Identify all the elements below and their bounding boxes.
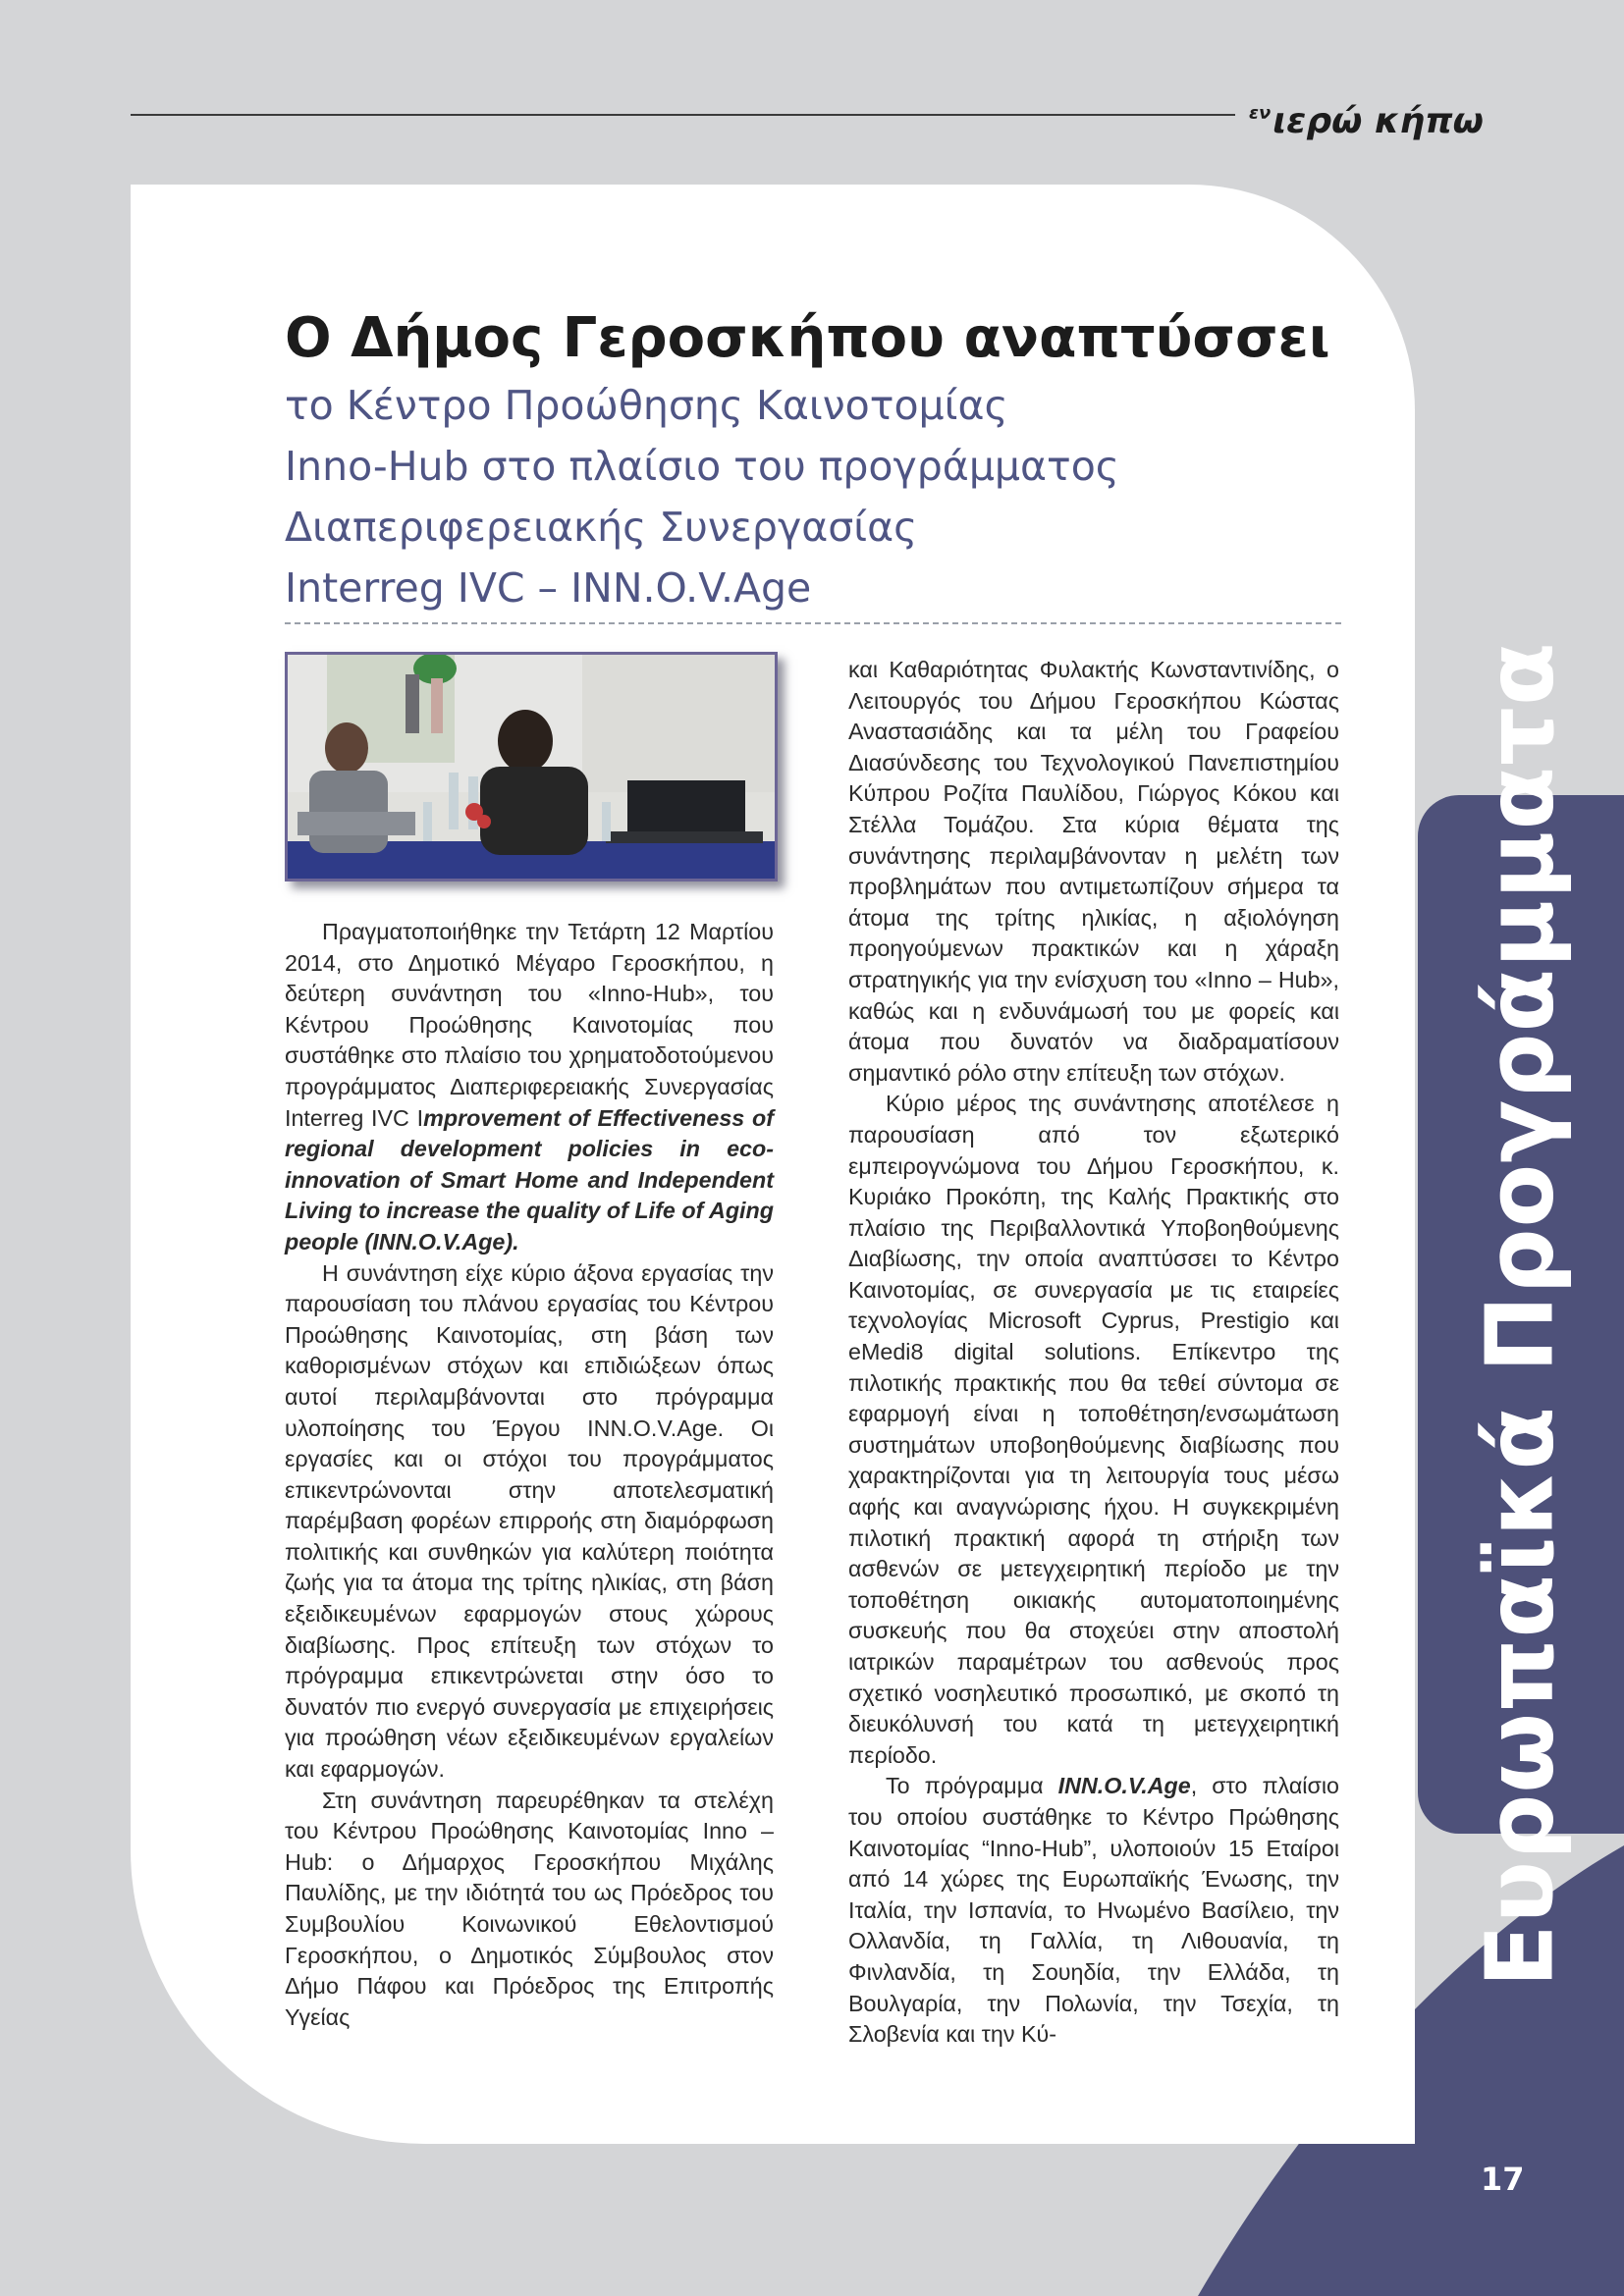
paragraph: Κύριο μέρος της συνάντησης αποτέλεσε η παρουσίαση από τον εξωτερικό εμπειρογνώμονα του Δήμου Γεροσκήπου, κ. Κυριάκο Προκόπη, της Καλής Πρακτικής στο πλαίσιο της Περιβαλλοντικά Υποβοηθούμενης Διαβίωσης, την οποία αναπτύσσει το Κέντρο Καινοτομίας, σε συνεργασία με τις εταιρείες τεχνολογίας Microsoft Cyprus, Prestigio και eMedi8 digital solutions. Επίκεντρο της πιλοτικής πρακτικής που θα τεθεί σύντομα σε εφαρμογή είναι η τοποθέτηση/ενσωμάτωση συστημάτων υποβοηθούμενης διαβίωσης που χαρακτηρίζονται για τη λειτουργία τους μέσω αφής και αναγνώρισης ήχου. Η συγκεκριμένη πιλοτική πρακτική αφορά τη στήριξη των ασθενών σε μετεγχειρητική περίοδο με την τοποθέτηση οικιακής αυτοματοποιημένης συσκευής που θα στοχεύει στην αποστολή ιατρικών παραμέτρων του ασθενούς προς σχετικό νοσηλευτικό προσωπικό, με σκοπό τη διευκόλυνσή του κατά τη μετεγχειρητική περίοδο.	[848, 1091, 1339, 1768]
paragraph: και Καθαριότητας Φυλακτής Κωνσταντινίδης, ο Λειτουργός του Δήμου Γεροσκήπου Κώστας Αναστασιάδης και τα μέλη του Γραφείου Διασύνδεσης του Τεχνολογικού Πανεπιστημίου Κύπρου Ροζίτα Παυλίδου, Γιώργος Κόκου και Στέλλα Τομάζου. Στα κύρια θέματα της συνάντησης περιλαμβάνονταν η μελέτη των προβλημάτων που αντιμετωπίζουν σήμερα τα άτομα της τρίτης ηλικίας, η αξιολόγηση προηγούμενων πρακτικών και η χάραξη στρατηγικής για την ενίσχυση του «Inno – Hub», καθώς και η ενδυνάμωσή του με φορείς και άτομα που δυνατόν να διαδραματίσουν σημαντικό ρόλο στην επίτευξη των στόχων.	[848, 657, 1339, 1086]
subtitle-line: Διαπεριφερειακής Συνεργασίας	[285, 504, 918, 551]
paragraph-text: , στο πλαίσιο του οποίου συστάθηκε το Κέντρο Πρώθησης Καινοτομίας “Inno-Hub”, υλοποιούν 15 Εταίροι από 14 χώρες της Ευρωπαϊκής Ένωσης, την Ιταλία, την Ισπανία, το Ηνωμένο Βασίλειο, την Ολλανδία, τη Γαλλία, τη Λιθουανία, τη Φινλανδία, τη Σουηδία, την Ελλάδα, τη Βουλγαρία, την Πολωνία, την Τσεχία, τη Σλοβενία και την Κύ-	[848, 1773, 1339, 2048]
subtitle-line: Inno-Hub στο πλαίσιο του προγράμματος	[285, 443, 1119, 490]
brand-prefix: εν	[1249, 103, 1272, 124]
paragraph-text: Το πρόγραμμα	[886, 1773, 1058, 1799]
brand-name: ιερώ κήπω	[1272, 101, 1484, 141]
paragraph-text: Πραγματοποιήθηκε την Τετάρτη 12 Μαρτίου 2014, στο Δημοτικό Μέγαρο Γεροσκήπου, η δεύτερη συνάντηση του «Inno-Hub», του Κέντρου Προώθησης Καινοτομίας που συστάθηκε στο πλαίσιο του χρηματοδοτούμενου προγράμματος Διαπεριφερειακής Συνεργασίας Interreg IVC I	[285, 919, 774, 1131]
meeting-photo-illustration	[288, 655, 775, 879]
paragraph: Η συνάντηση είχε κύριο άξονα εργασίας την παρουσίαση του πλάνου εργασίας του Κέντρου Προώθησης Καινοτομίας, στη βάση των καθορισμένων στόχων και επιδιώξεων όπως αυτοί περιλαμβάνονται στο πρόγραμμα υλοποίησης του Έργου INN.O.V.Age. Οι εργασίες και οι στόχοι του προγράμματος επικεντρώνονται στην αποτελεσματική παρέμβαση φορέων επιρροής στη διαμόρφωση πολιτικής και συνθηκών για καλύτερη ποιότητα ζωής για τα άτομα της τρίτης ηλικίας, στη βάση εξειδικευμένων εφαρμογών στους χώρους διαβίωσης. Προς επίτευξη των στόχων το πρόγραμμα επικεντρώνεται στην όσο το δυνατόν πιο ενεργό συνεργασία με επιχειρήσεις για προώθηση νέων εξειδικευμένων εργαλείων και εφαρμογών.	[285, 1259, 774, 1783]
paragraph	[285, 917, 774, 1258]
article-column-left	[285, 917, 774, 2033]
dashed-divider	[285, 622, 1341, 624]
paragraph-emphasis: mprovement of Effectiveness of regional development policies in eco-innovation of Smart Home and Independent Living to increase the quality of Life of Aging people (INN.O.V.Age).	[285, 1104, 774, 1255]
section-label: Ευρωπαϊκά Προγράμματα	[1467, 641, 1575, 1988]
article-subtitle	[285, 375, 1267, 618]
paragraph	[848, 1771, 1339, 2050]
section-side-tab	[1418, 641, 1624, 1988]
article-title: Ο Δήμος Γεροσκήπου αναπτύσσει	[285, 306, 1330, 370]
page-number: 17	[1481, 2161, 1525, 2198]
subtitle-line: Interreg IVC – INN.O.V.Age	[285, 564, 812, 612]
meeting-photo	[285, 652, 778, 881]
paragraph: Στη συνάντηση παρευρέθηκαν τα στελέχη του Κέντρου Προώθησης Καινοτομίας Inno – Hub: ο Δήμαρχος Γεροσκήπου Μιχάλης Παυλίδης, με την ιδιότητά του ως Πρόεδρος του Συμβουλίου Κοινωνικού Εθελοντισμού Γεροσκήπου, ο Δημοτικός Σύμβουλος στον Δήμο Πάφου και Πρόεδρος της Επιτροπής Υγείας	[285, 1787, 774, 2030]
paragraph-emphasis: INN.O.V.Age	[1057, 1773, 1191, 1799]
subtitle-line: το Κέντρο Προώθησης Καινοτομίας	[285, 382, 1008, 429]
article-column-right	[848, 655, 1339, 2051]
